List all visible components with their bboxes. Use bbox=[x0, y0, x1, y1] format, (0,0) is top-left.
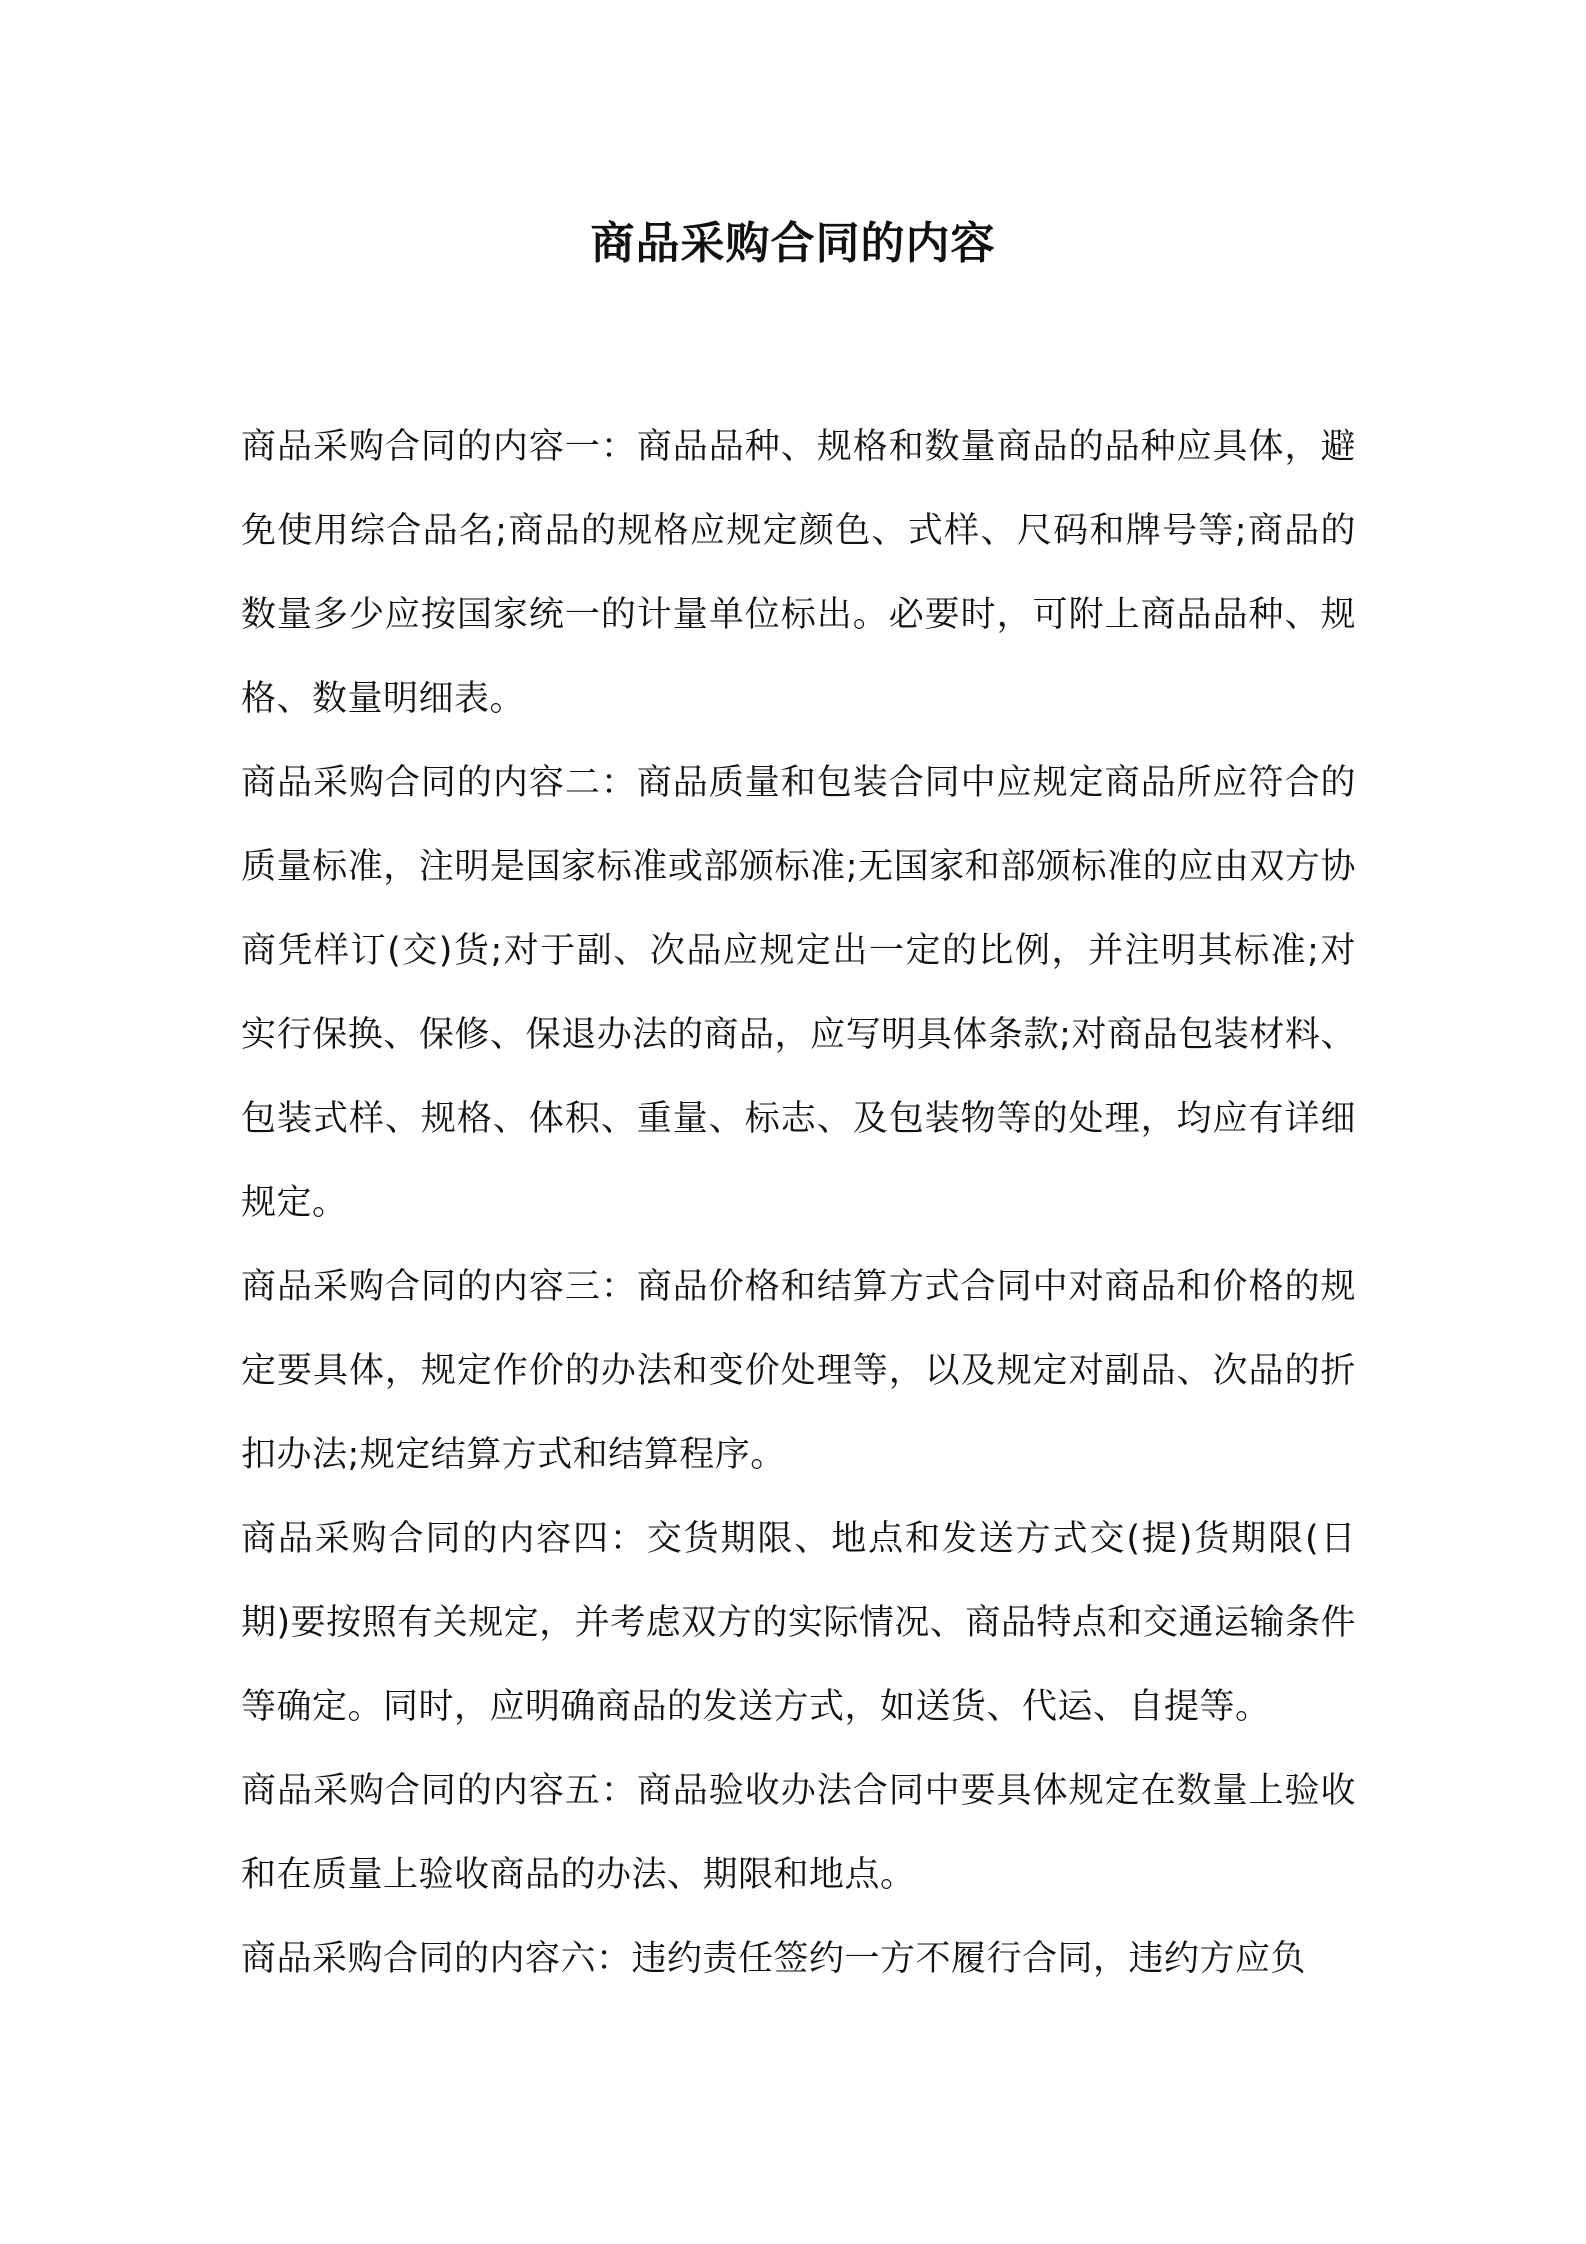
paragraph-6: 商品采购合同的内容六：违约责任签约一方不履行合同，违约方应负 bbox=[241, 1939, 1307, 1979]
paragraph-2: 商品采购合同的内容二：商品质量和包装合同中应规定商品所应符合的质量标准，注明是国家标准或部颁标准;无国家和部颁标准的应由双方协商凭样订(交)货;对于副、次品应规定出一定的比例，并注明其标准;对实行保换、保修、保退办法的商品，应写明具体条款;对商品包装材料、包装式样、规格、体积、重量、标志、及包装物等的处理，均应有详细规定。 bbox=[241, 763, 1356, 1223]
paragraph-1: 商品采购合同的内容一：商品品种、规格和数量商品的品种应具体，避免使用综合品名;商品的规格应规定颜色、式样、尺码和牌号等;商品的数量多少应按国家统一的计量单位标出。必要时，可附上商品品种、规格、数量明细表。 bbox=[241, 427, 1356, 719]
paragraph-3: 商品采购合同的内容三：商品价格和结算方式合同中对商品和价格的规定要具体，规定作价的办法和变价处理等，以及规定对副品、次品的折扣办法;规定结算方式和结算程序。 bbox=[241, 1267, 1356, 1475]
paragraph-4: 商品采购合同的内容四：交货期限、地点和发送方式交(提)货期限(日期)要按照有关规定，并考虑双方的实际情况、商品特点和交通运输条件等确定。同时，应明确商品的发送方式，如送货、代运、自提等。 bbox=[241, 1519, 1356, 1727]
document-title: 商品采购合同的内容 bbox=[590, 218, 996, 269]
paragraph-5: 商品采购合同的内容五：商品验收办法合同中要具体规定在数量上验收和在质量上验收商品的办法、期限和地点。 bbox=[241, 1771, 1356, 1895]
document-body bbox=[241, 405, 1356, 2001]
